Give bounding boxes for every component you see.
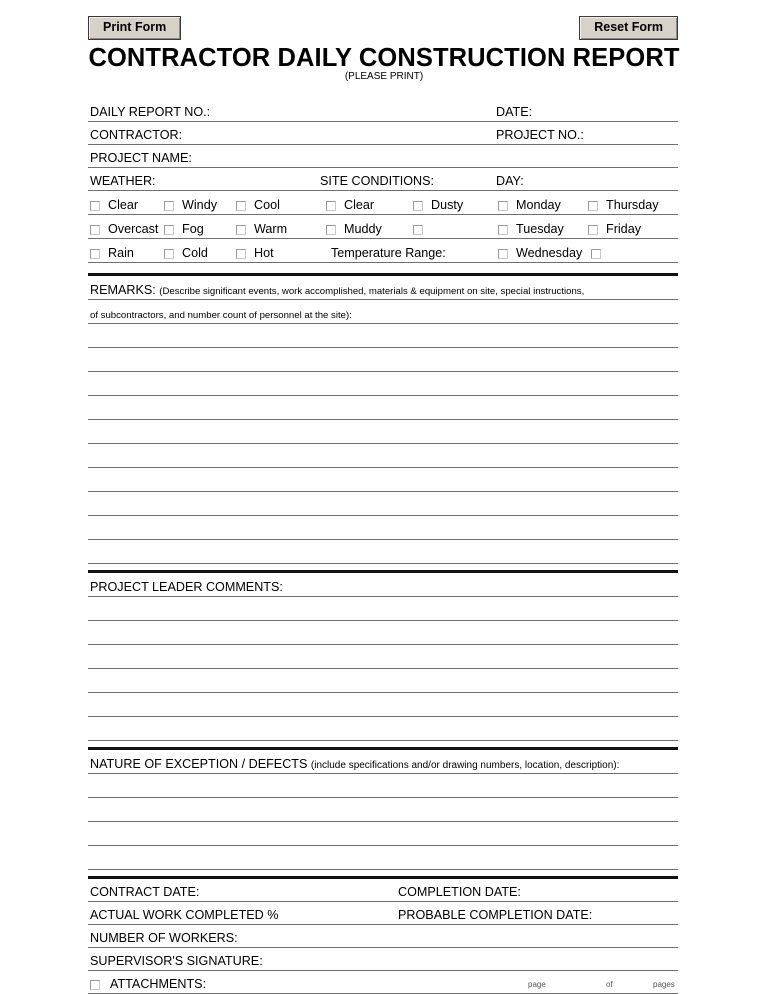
label-weather-cold: Cold <box>182 246 208 260</box>
checkbox-row-1 <box>88 191 678 215</box>
remarks-note-line1: (Describe significant events, work accomplished, materials & equipment on site, special instructions, <box>159 286 585 297</box>
row-contractor <box>88 122 678 145</box>
checkbox-row-3 <box>88 239 678 263</box>
row-contract-date <box>88 879 678 902</box>
label-probable-completion-date: PROBABLE COMPLETION DATE: <box>398 908 593 922</box>
exception-line[interactable] <box>88 774 678 798</box>
checkbox-site-dusty[interactable] <box>413 201 423 211</box>
label-project-no: PROJECT NO.: <box>496 128 584 142</box>
label-actual-work-completed: ACTUAL WORK COMPLETED % <box>90 908 279 922</box>
label-weather-clear: Clear <box>108 198 139 212</box>
checkbox-weather-rain[interactable] <box>90 249 100 259</box>
remarks-header-line2 <box>88 300 678 324</box>
label-weather: WEATHER: <box>90 174 156 188</box>
form-toolbar <box>88 16 678 40</box>
checkbox-weather-overcast[interactable] <box>90 225 100 235</box>
label-site-muddy: Muddy <box>344 222 382 236</box>
label-weather-rain: Rain <box>108 246 134 260</box>
project-leader-line[interactable] <box>88 597 678 621</box>
label-supervisor-signature: SUPERVISOR'S SIGNATURE: <box>90 954 263 968</box>
label-remarks: REMARKS: <box>90 283 156 297</box>
checkbox-weather-hot[interactable] <box>236 249 246 259</box>
label-date: DATE: <box>496 105 533 119</box>
checkbox-row-2 <box>88 215 678 239</box>
checkbox-day-tuesday[interactable] <box>498 225 508 235</box>
label-number-of-workers: NUMBER OF WORKERS: <box>90 931 238 945</box>
exception-note: (include specifications and/or drawing numbers, location, description): <box>310 760 620 771</box>
spacer-after-day-rows <box>88 263 678 273</box>
label-exception: NATURE OF EXCEPTION / DEFECTS <box>90 757 308 771</box>
remarks-line[interactable] <box>88 492 678 516</box>
label-weather-hot: Hot <box>254 246 274 260</box>
label-weather-overcast: Overcast <box>108 222 159 236</box>
remarks-note-wrap <box>90 307 352 321</box>
label-day-friday: Friday <box>606 222 641 236</box>
project-leader-line[interactable] <box>88 717 678 741</box>
checkbox-day-other[interactable] <box>591 249 601 259</box>
checkbox-weather-fog[interactable] <box>164 225 174 235</box>
label-pages: pages <box>653 980 675 989</box>
exception-line[interactable] <box>88 822 678 846</box>
remarks-line[interactable] <box>88 420 678 444</box>
label-site-conditions: SITE CONDITIONS: <box>320 174 435 188</box>
row-number-of-workers <box>88 925 678 948</box>
row-project-name <box>88 145 678 168</box>
checkbox-day-monday[interactable] <box>498 201 508 211</box>
label-day-thursday: Thursday <box>606 198 659 212</box>
project-leader-line[interactable] <box>88 621 678 645</box>
remarks-header-line1 <box>88 276 678 300</box>
checkbox-attachments[interactable] <box>90 980 100 990</box>
label-day: DAY: <box>496 174 524 188</box>
row-daily-report-no <box>88 99 678 122</box>
remarks-title-wrap <box>90 283 584 297</box>
remarks-line[interactable] <box>88 540 678 564</box>
remarks-note-line2: of subcontractors, and number count of personnel at the site): <box>90 310 352 321</box>
row-supervisor-signature <box>88 948 678 971</box>
form-body <box>88 99 678 994</box>
page-subtitle: (PLEASE PRINT) <box>344 71 424 82</box>
label-weather-warm: Warm <box>254 222 288 236</box>
exception-line[interactable] <box>88 846 678 870</box>
exception-title-wrap <box>90 757 619 771</box>
remarks-line[interactable] <box>88 468 678 492</box>
reset-form-button[interactable]: Reset Form <box>579 16 678 40</box>
label-page: page <box>528 980 546 989</box>
label-daily-report-no: DAILY REPORT NO.: <box>90 105 211 119</box>
remarks-line[interactable] <box>88 396 678 420</box>
label-weather-fog: Fog <box>182 222 204 236</box>
exception-header <box>88 750 678 774</box>
label-day-wednesday: Wednesday <box>516 246 583 260</box>
label-contract-date: CONTRACT DATE: <box>90 885 200 899</box>
label-temperature-range: Temperature Range: <box>331 246 446 260</box>
project-leader-line[interactable] <box>88 669 678 693</box>
checkbox-day-wednesday[interactable] <box>498 249 508 259</box>
remarks-line[interactable] <box>88 348 678 372</box>
label-project-leader-comments: PROJECT LEADER COMMENTS: <box>90 580 283 594</box>
row-actual-work-completed <box>88 902 678 925</box>
checkbox-site-other[interactable] <box>413 225 423 235</box>
project-leader-line[interactable] <box>88 693 678 717</box>
label-project-name: PROJECT NAME: <box>90 151 192 165</box>
print-form-button[interactable]: Print Form <box>88 16 181 40</box>
label-completion-date: COMPLETION DATE: <box>398 885 521 899</box>
remarks-line[interactable] <box>88 324 678 348</box>
checkbox-weather-cool[interactable] <box>236 201 246 211</box>
checkbox-site-clear[interactable] <box>326 201 336 211</box>
label-weather-windy: Windy <box>182 198 217 212</box>
row-section-headers <box>88 168 678 191</box>
label-weather-cool: Cool <box>254 198 280 212</box>
checkbox-day-friday[interactable] <box>588 225 598 235</box>
exception-line[interactable] <box>88 798 678 822</box>
checkbox-weather-clear[interactable] <box>90 201 100 211</box>
checkbox-weather-windy[interactable] <box>164 201 174 211</box>
label-day-monday: Monday <box>516 198 561 212</box>
row-attachments <box>88 971 678 994</box>
project-leader-header <box>88 573 678 597</box>
remarks-line[interactable] <box>88 372 678 396</box>
label-day-tuesday: Tuesday <box>516 222 564 236</box>
checkbox-day-thursday[interactable] <box>588 201 598 211</box>
checkbox-weather-warm[interactable] <box>236 225 246 235</box>
remarks-line[interactable] <box>88 516 678 540</box>
checkbox-weather-cold[interactable] <box>164 249 174 259</box>
label-of: of <box>606 980 613 989</box>
project-leader-line[interactable] <box>88 645 678 669</box>
label-site-clear: Clear <box>344 198 375 212</box>
label-site-dusty: Dusty <box>431 198 464 212</box>
page-title: CONTRACTOR DAILY CONSTRUCTION REPORT <box>88 44 680 72</box>
checkbox-site-muddy[interactable] <box>326 225 336 235</box>
label-contractor: CONTRACTOR: <box>90 128 183 142</box>
remarks-line[interactable] <box>88 444 678 468</box>
label-attachments: ATTACHMENTS: <box>110 977 207 991</box>
